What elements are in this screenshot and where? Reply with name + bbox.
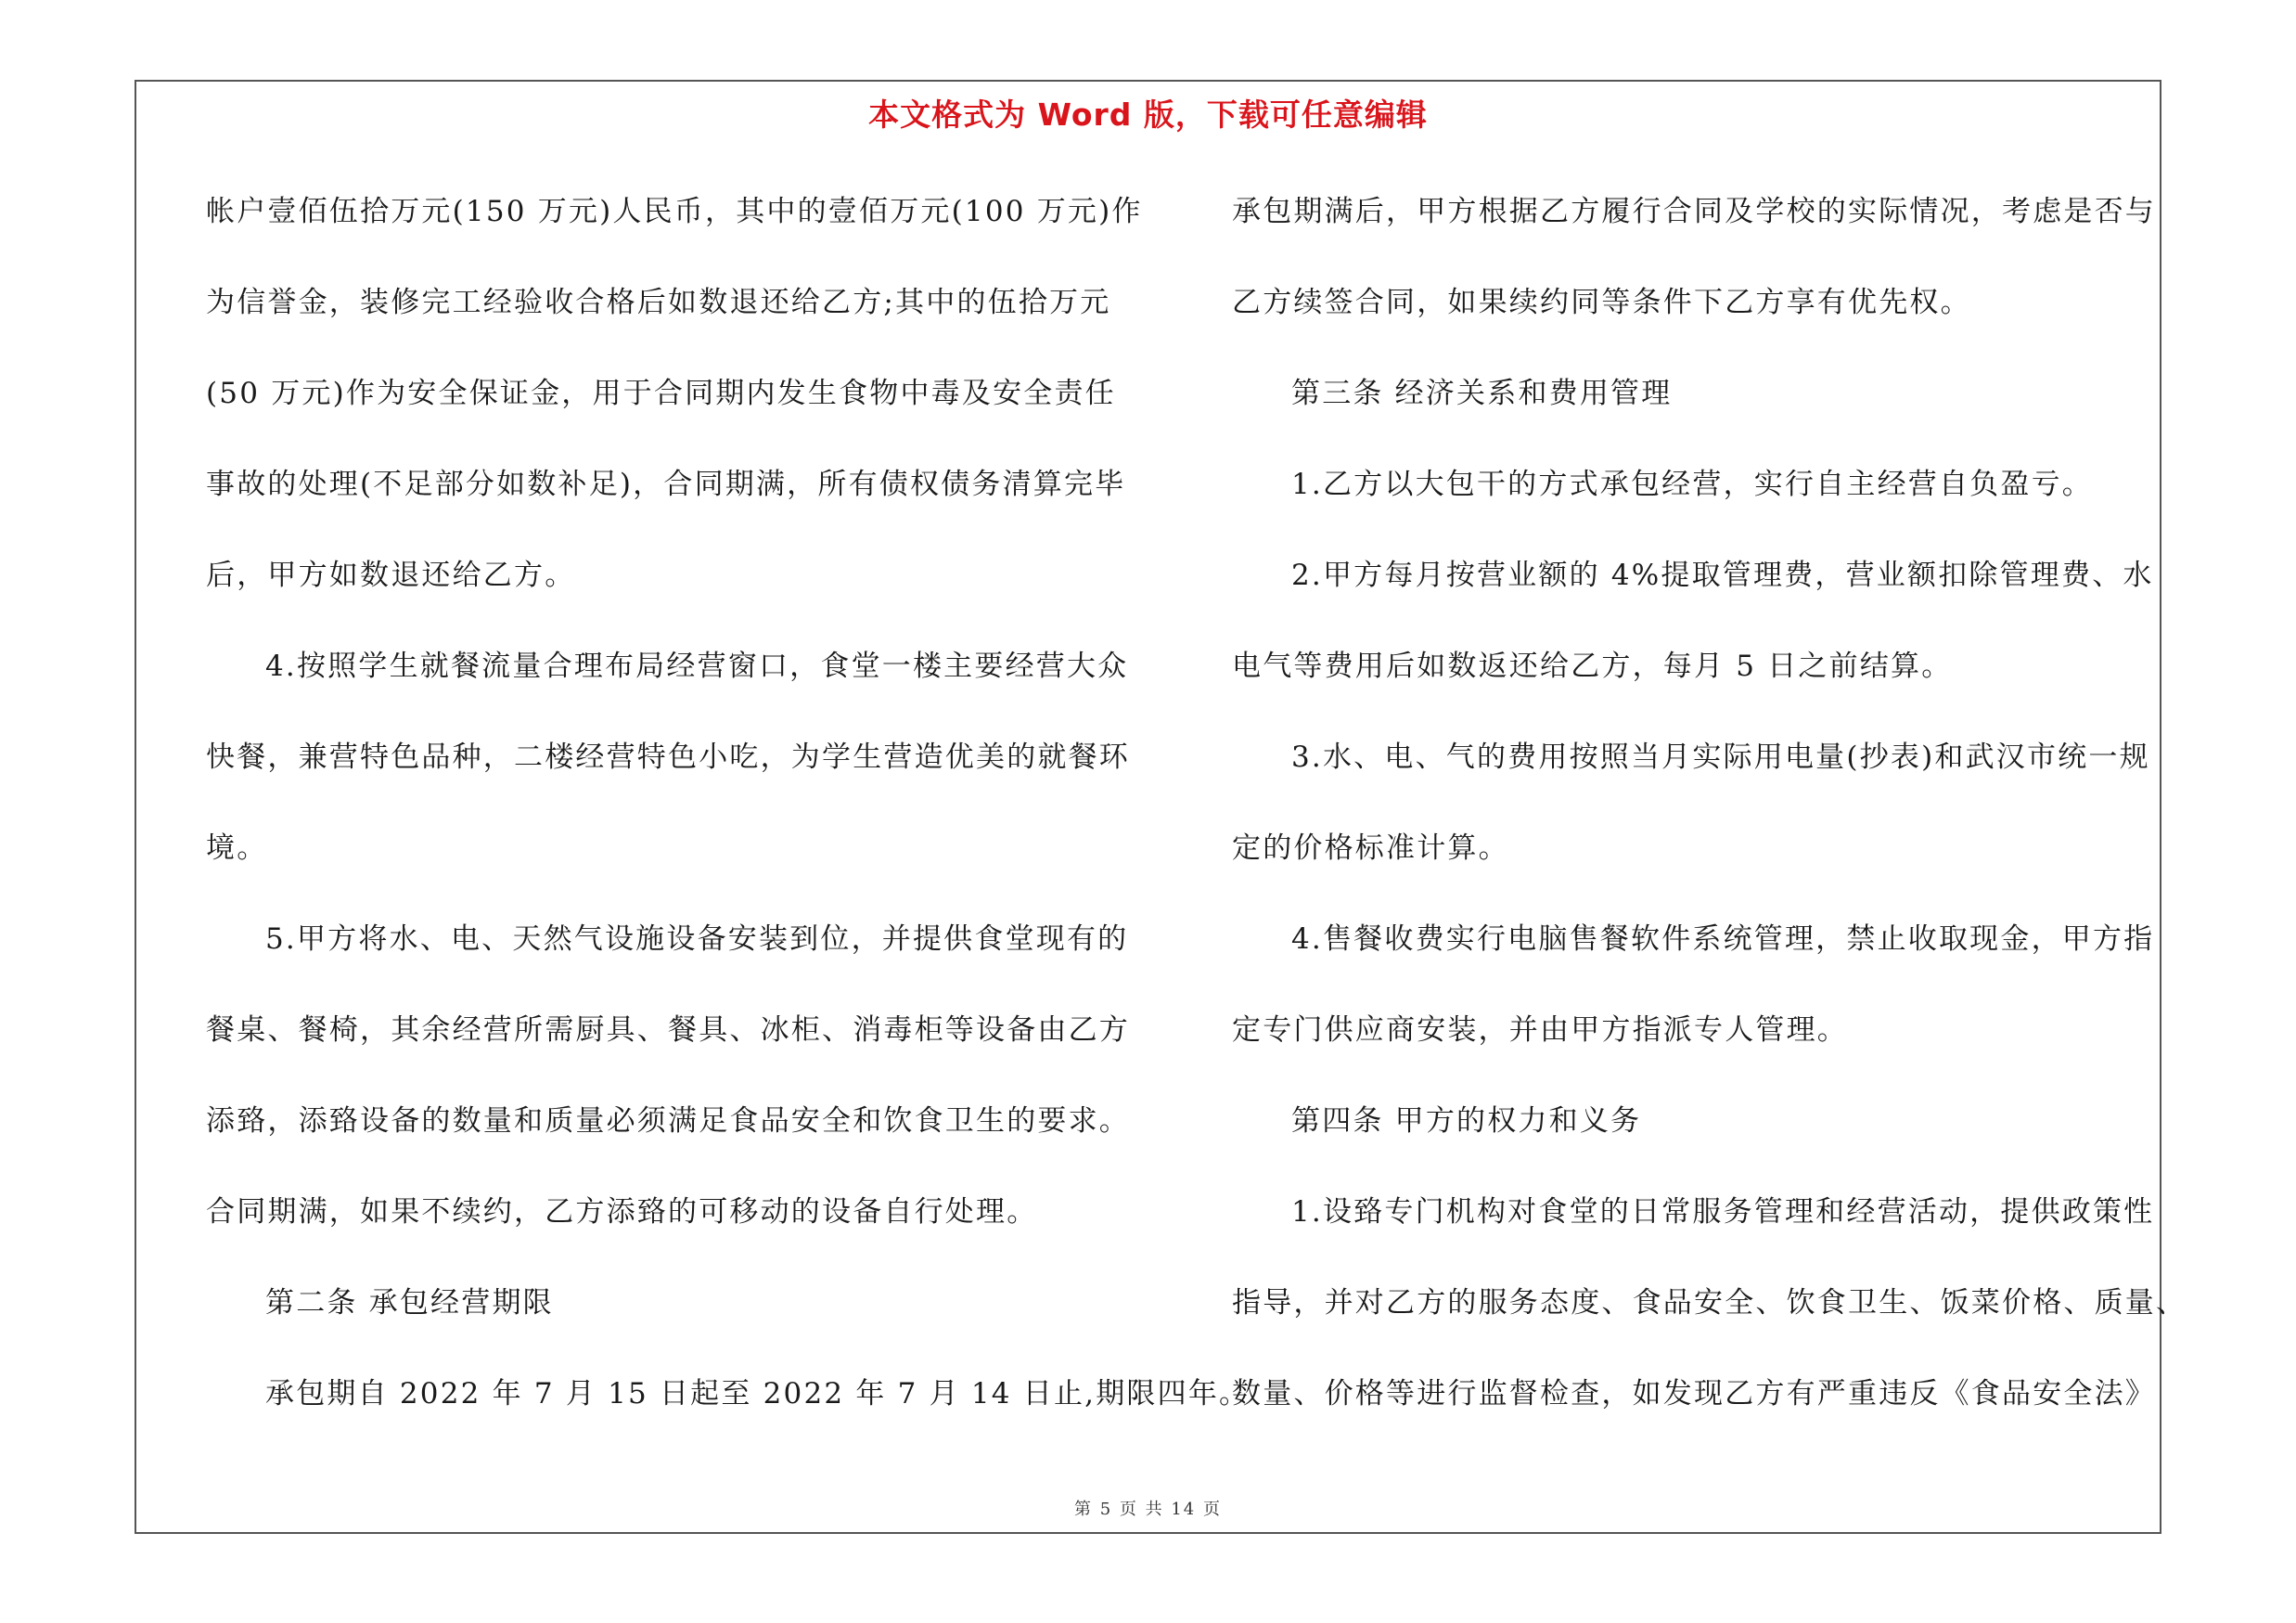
page-number-footer: 第 5 页 共 14 页 bbox=[1074, 1500, 1222, 1519]
text-line: 1.乙方以大包干的方式承包经营，实行自主经营自负盈亏。 bbox=[1291, 468, 2093, 501]
text-line: 境。 bbox=[206, 831, 268, 865]
text-line: (50 万元)作为安全保证金，用于合同期内发生食物中毒及安全责任 bbox=[206, 377, 1116, 410]
right-column bbox=[1232, 184, 2187, 1457]
text-line: 定的价格标准计算。 bbox=[1232, 831, 1509, 865]
text-line: 承包期满后，甲方根据乙方履行合同及学校的实际情况，考虑是否与 bbox=[1232, 195, 2156, 228]
text-line: 4.按照学生就餐流量合理布局经营窗口，食堂一楼主要经营大众 bbox=[265, 650, 1129, 683]
text-line: 指导，并对乙方的服务态度、食品安全、饮食卫生、饭菜价格、质量、 bbox=[1232, 1286, 2187, 1320]
text-line: 定专门供应商安装，并由甲方指派专人管理。 bbox=[1232, 1013, 1848, 1047]
section-heading: 第三条 经济关系和费用管理 bbox=[1291, 377, 1673, 410]
text-line: 承包期自 2022 年 7 月 15 日起至 2022 年 7 月 14 日止,期限四年。 bbox=[265, 1377, 1251, 1410]
text-line: 4.售餐收费实行电脑售餐软件系统管理，禁止收取现金，甲方指 bbox=[1291, 922, 2155, 956]
text-line: 合同期满，如果不续约，乙方添臵的可移动的设备自行处理。 bbox=[206, 1195, 1038, 1229]
text-line: 电气等费用后如数返还给乙方，每月 5 日之前结算。 bbox=[1232, 650, 1953, 683]
text-line: 乙方续签合同，如果续约同等条件下乙方享有优先权。 bbox=[1232, 286, 1971, 319]
text-line: 事故的处理(不足部分如数补足)，合同期满，所有债权债务清算完毕 bbox=[206, 468, 1126, 501]
left-column bbox=[206, 184, 1251, 1457]
text-line: 快餐，兼营特色品种，二楼经营特色小吃，为学生营造优美的就餐环 bbox=[206, 741, 1130, 774]
section-heading: 第二条 承包经营期限 bbox=[265, 1286, 554, 1320]
text-line: 1.设臵专门机构对食堂的日常服务管理和经营活动，提供政策性 bbox=[1291, 1195, 2155, 1229]
text-line: 为信誉金，装修完工经验收合格后如数退还给乙方;其中的伍拾万元 bbox=[206, 286, 1111, 319]
section-heading: 第四条 甲方的权力和义务 bbox=[1291, 1104, 1642, 1138]
text-line: 餐桌、餐椅，其余经营所需厨具、餐具、冰柜、消毒柜等设备由乙方 bbox=[206, 1013, 1130, 1047]
text-line: 帐户壹佰伍拾万元(150 万元)人民币，其中的壹佰万元(100 万元)作 bbox=[206, 195, 1143, 228]
text-line: 数量、价格等进行监督检查，如发现乙方有严重违反《食品安全法》 bbox=[1232, 1377, 2156, 1410]
text-line: 添臵，添臵设备的数量和质量必须满足食品安全和饮食卫生的要求。 bbox=[206, 1104, 1130, 1138]
text-line: 2.甲方每月按营业额的 4%提取管理费，营业额扣除管理费、水 bbox=[1291, 559, 2154, 592]
text-line: 3.水、电、气的费用按照当月实际用电量(抄表)和武汉市统一规 bbox=[1291, 741, 2150, 774]
text-line: 后，甲方如数退还给乙方。 bbox=[206, 559, 576, 592]
text-line: 5.甲方将水、电、天然气设施设备安装到位，并提供食堂现有的 bbox=[265, 922, 1129, 956]
page-banner: 本文格式为 Word 版，下载可任意编辑 bbox=[868, 97, 1428, 133]
